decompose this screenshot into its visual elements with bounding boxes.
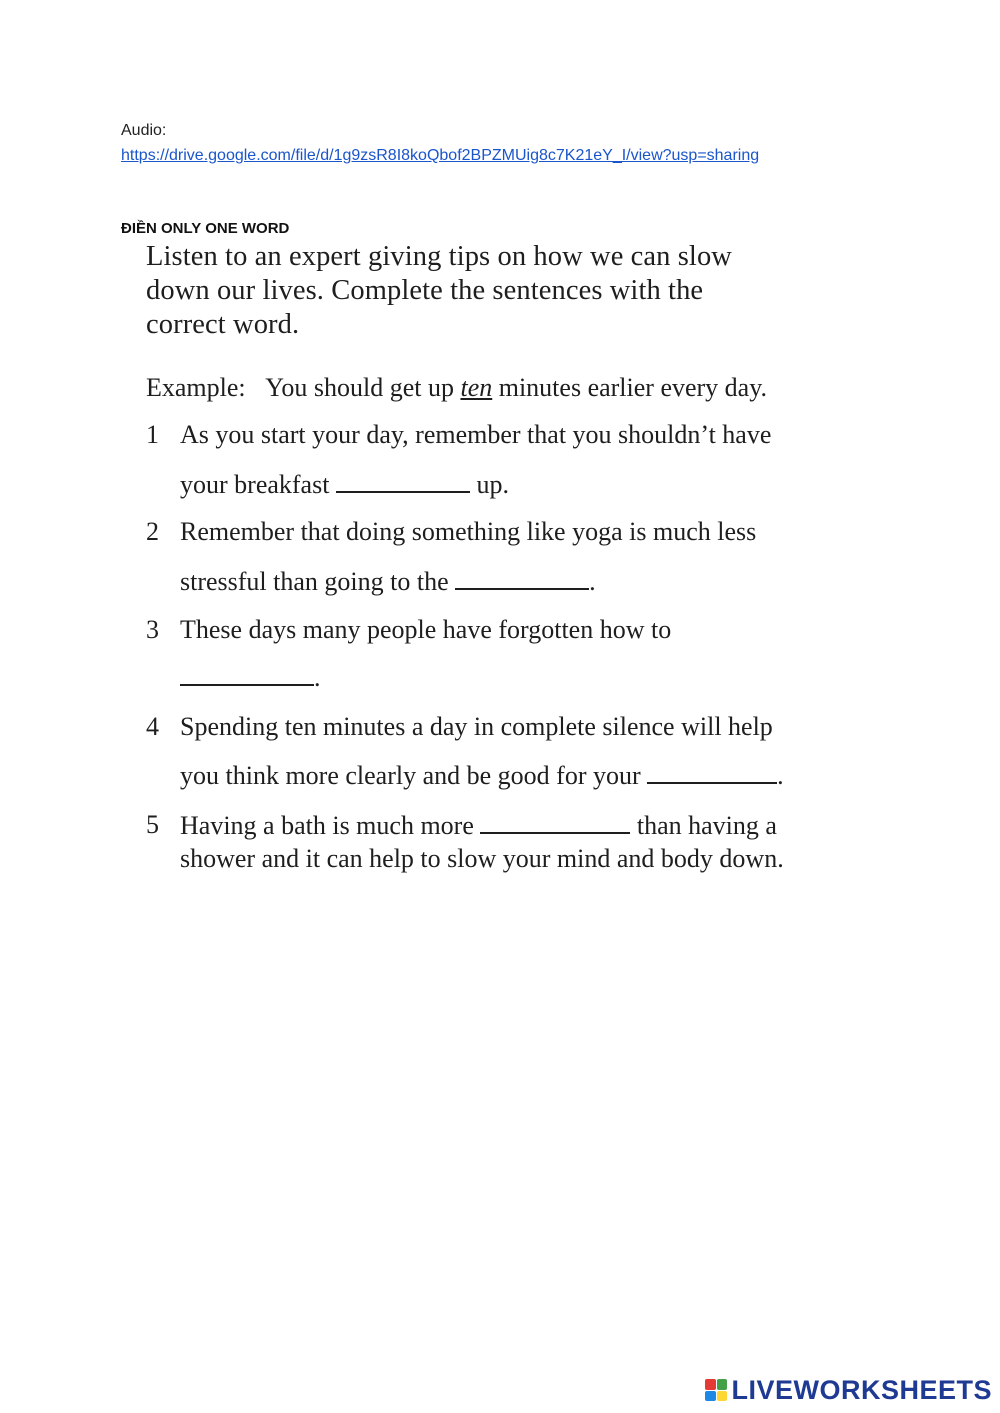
instructions-line: down our lives. Complete the sentences with the: [146, 275, 704, 306]
answer-blank[interactable]: [647, 760, 777, 784]
question-text: Spending ten minutes a day in complete silence will help: [180, 712, 773, 741]
question-text: .: [589, 567, 596, 596]
question-line: [180, 662, 321, 693]
example-text-before: You should get up: [265, 373, 454, 402]
example-sentence: [146, 372, 767, 404]
example-text-after: minutes earlier every day.: [498, 373, 768, 402]
question-number: 5: [146, 810, 159, 839]
question-text: .: [314, 663, 321, 692]
question-text: than having a: [636, 811, 777, 840]
question-text: up.: [476, 470, 509, 499]
example-label: Example:: [146, 373, 246, 402]
question-line: [180, 810, 777, 841]
instructions-line: Listen to an expert giving tips on how we can slow: [146, 241, 732, 272]
question-text: you think more clearly and be good for your: [180, 761, 641, 790]
answer-blank[interactable]: [455, 566, 589, 590]
question-line: [180, 760, 784, 791]
question-text: stressful than going to the: [180, 567, 449, 596]
answer-blank[interactable]: [480, 810, 630, 834]
question-text: your breakfast: [180, 470, 330, 499]
question-text: These days many people have forgotten how to: [180, 615, 672, 644]
liveworksheets-logo: [705, 1375, 992, 1405]
question-line: [180, 712, 773, 742]
exercise-block: [146, 240, 876, 873]
question-line: [180, 844, 784, 874]
question-line: [180, 517, 756, 547]
instruction-heading: ĐIỀN ONLY ONE WORD: [121, 220, 290, 237]
question-line: [180, 420, 771, 450]
logo-square: [705, 1391, 716, 1402]
exercise-instructions: [146, 240, 876, 342]
question-line: [180, 615, 671, 645]
question-number: 2: [146, 517, 159, 546]
logo-square: [705, 1379, 716, 1390]
question-number: 4: [146, 712, 159, 741]
question-text: Having a bath is much more: [180, 811, 474, 840]
question-text: .: [777, 761, 784, 790]
instructions-line: correct word.: [146, 309, 300, 340]
logo-text: LIVEWORKSHEETS: [731, 1375, 992, 1405]
answer-blank[interactable]: [336, 469, 470, 493]
audio-link[interactable]: https://drive.google.com/file/d/1g9zsR8I8koQbof2BPZMUig8c7K21eY_I/view?usp=sharing: [121, 147, 760, 164]
question-line: [180, 469, 509, 500]
logo-square: [717, 1379, 728, 1390]
question-number: 1: [146, 420, 159, 449]
question-text: As you start your day, remember that you shouldn’t have: [180, 420, 772, 449]
liveworksheets-logo-icon: [705, 1379, 727, 1401]
logo-square: [717, 1391, 728, 1402]
question-text: Remember that doing something like yoga is much less: [180, 517, 757, 546]
answer-blank[interactable]: [180, 662, 314, 686]
audio-label: Audio:: [121, 122, 167, 139]
question-text: shower and it can help to slow your mind and body down.: [180, 844, 784, 873]
question-number: 3: [146, 615, 159, 644]
example-answer: ten: [460, 373, 493, 402]
question-line: [180, 566, 596, 597]
